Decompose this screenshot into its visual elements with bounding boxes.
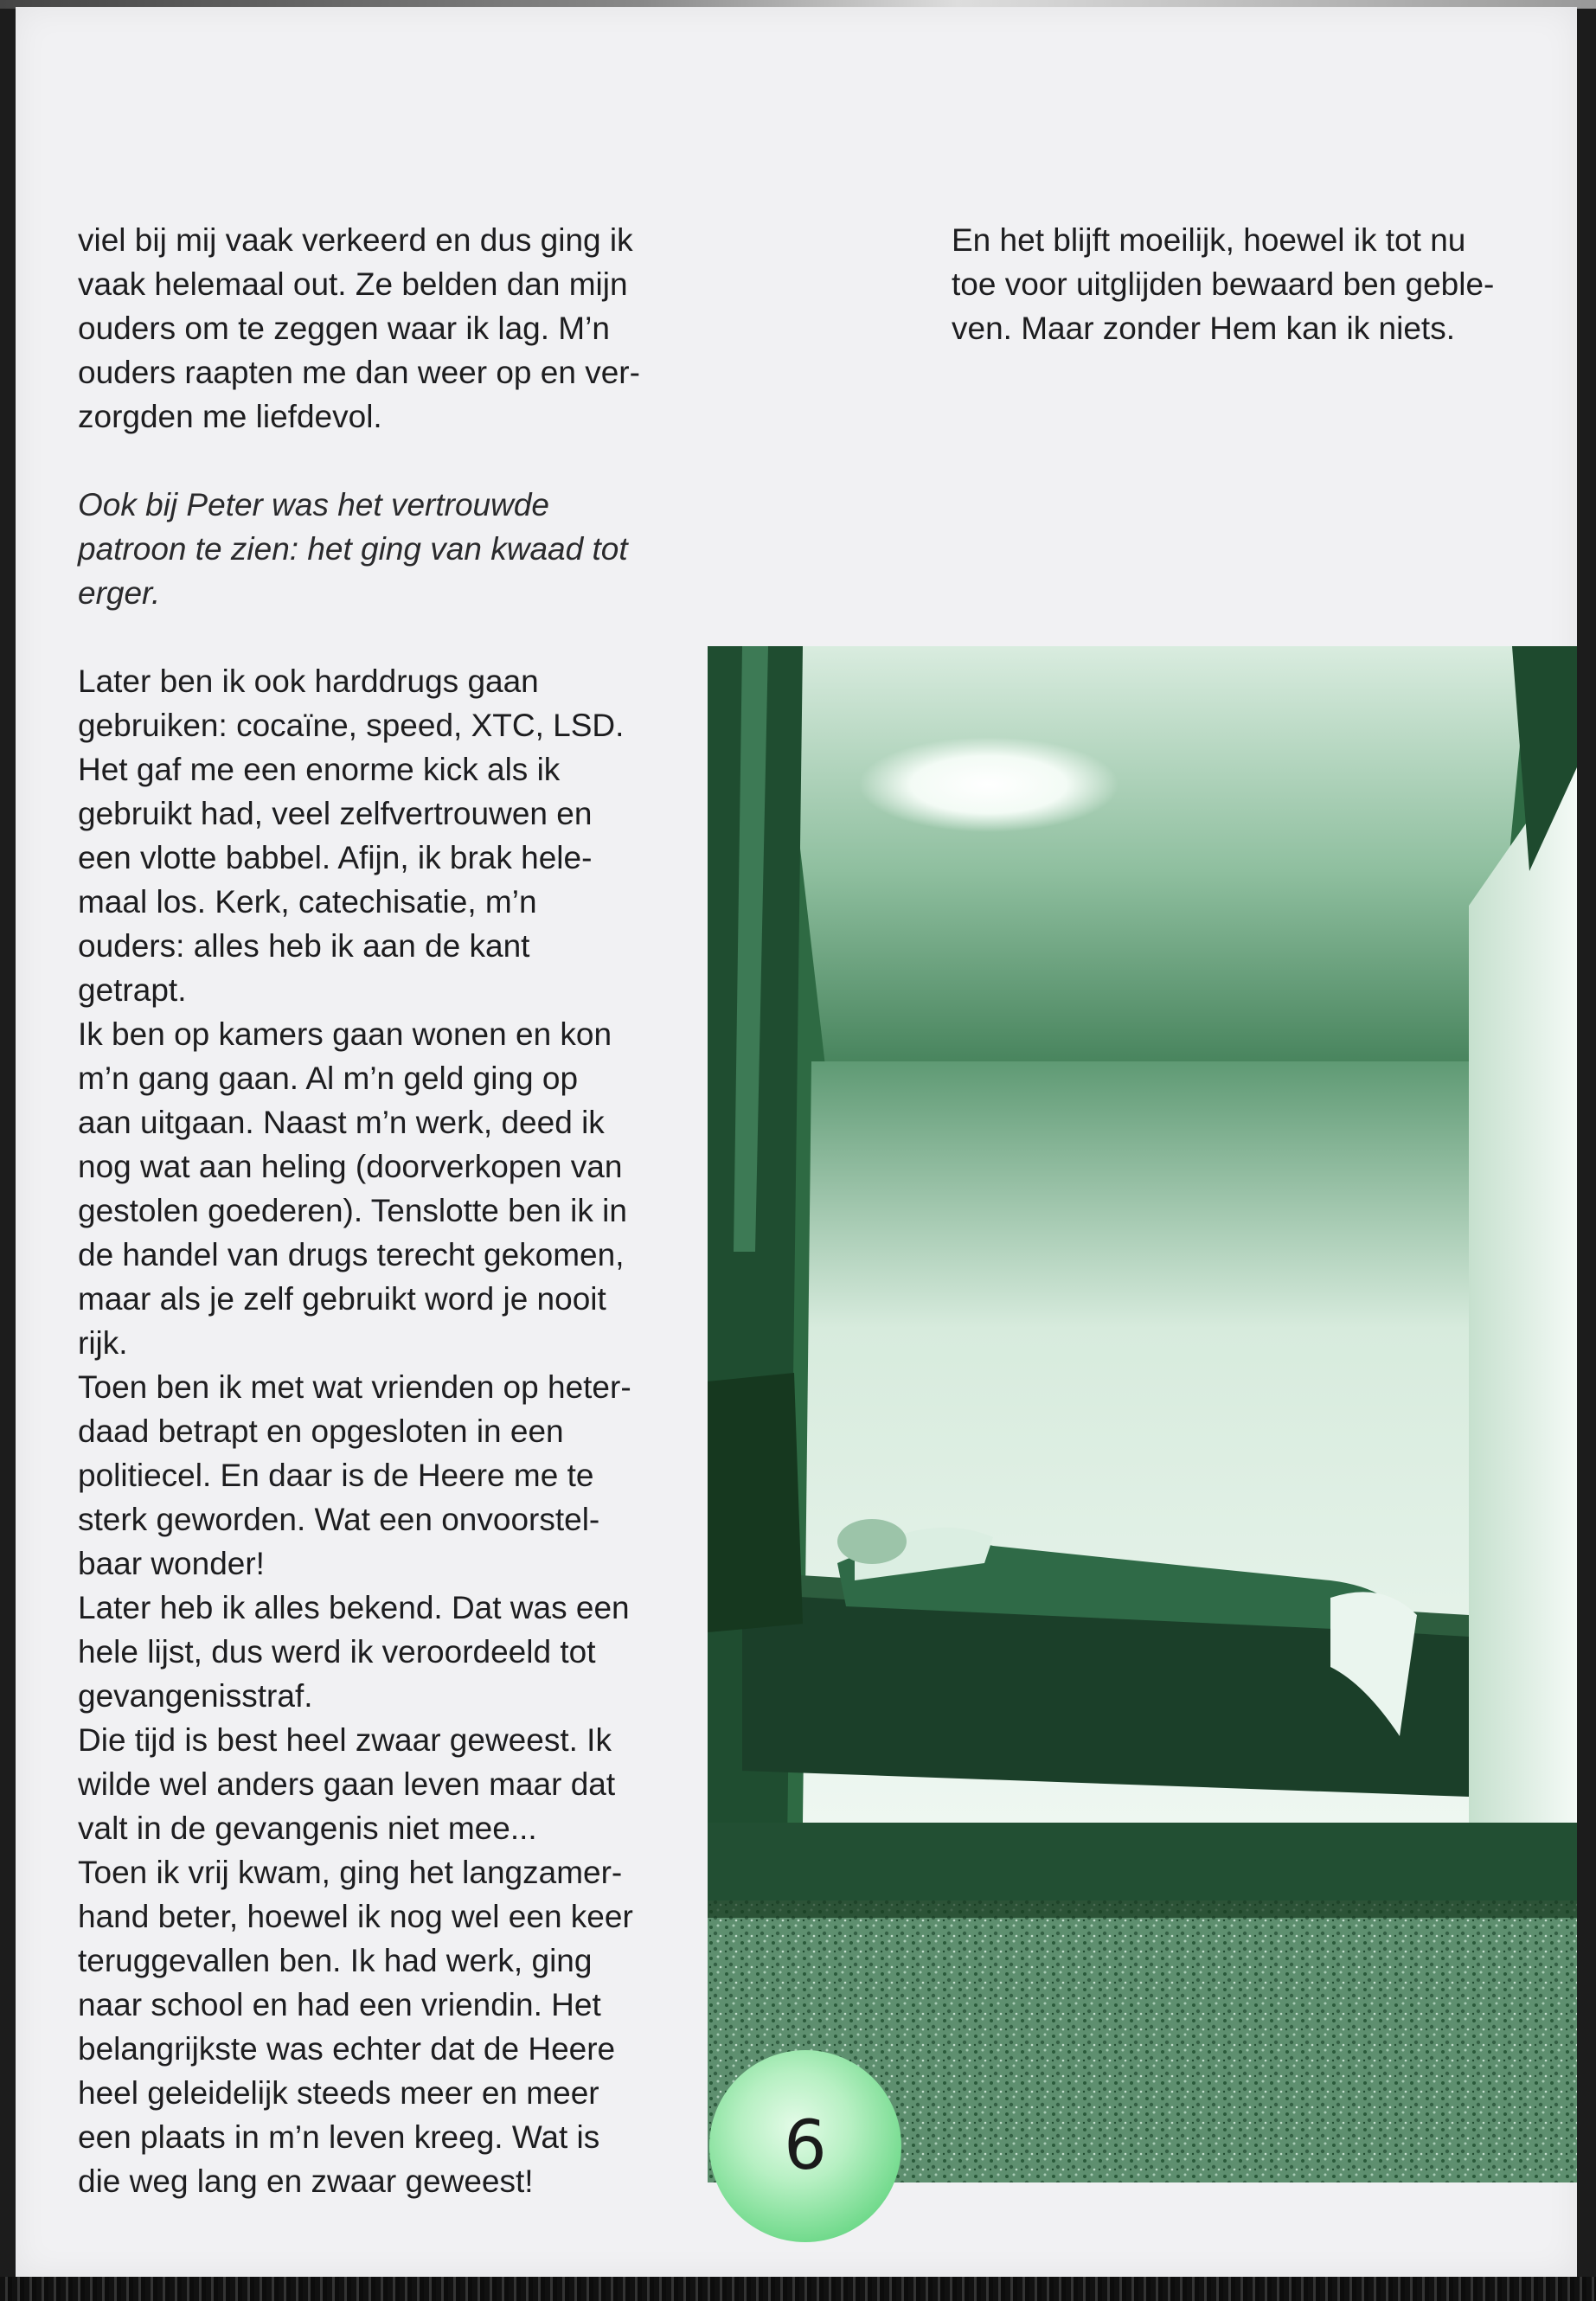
text-line: gestolen goederen). Tenslotte ben ik in (78, 1193, 627, 1228)
text-line: heel geleidelijk steeds meer en meer (78, 2075, 599, 2111)
text-line: rijk. (78, 1325, 128, 1361)
text-line: ven. Maar zonder Hem kan ik niets. (952, 311, 1455, 346)
text-line: teruggevallen ben. Ik had werk, ging (78, 1943, 593, 1978)
text-line: een vlotte babbel. Afijn, ik brak hele- (78, 840, 593, 875)
text-line: valt in de gevangenis niet mee... (78, 1811, 537, 1846)
text-line: Ook bij Peter was het vertrouwde (78, 487, 549, 522)
text-line: maal los. Kerk, catechisatie, m’n (78, 884, 537, 920)
page-number: 6 (784, 2107, 827, 2185)
text-line: Het gaf me een enorme kick als ik (78, 752, 561, 787)
text-line: vaak helemaal out. Ze belden dan mijn (78, 266, 628, 302)
text-line: politiecel. En daar is de Heere me te (78, 1458, 594, 1493)
magazine-page (16, 7, 1577, 2277)
text-line: hele lijst, dus werd ik veroordeeld tot (78, 1634, 596, 1670)
right-text-column (952, 218, 1557, 350)
italic-interlude (78, 483, 683, 615)
text-line: ouders om te zeggen waar ik lag. M’n (78, 311, 610, 346)
text-line: gevangenisstraf. (78, 1678, 313, 1714)
paragraph-gap (78, 615, 683, 659)
text-line: gebruiken: cocaïne, speed, XTC, LSD. (78, 708, 625, 743)
left-text-column (78, 218, 683, 2203)
text-line: de handel van drugs terecht gekomen, (78, 1237, 625, 1272)
text-line: baar wonder! (78, 1546, 265, 1581)
page-number-badge (709, 2050, 901, 2242)
text-line: Die tijd is best heel zwaar geweest. Ik (78, 1722, 612, 1758)
paragraph-2 (78, 659, 683, 2203)
text-line: sterk geworden. Wat een onvoorstel- (78, 1502, 600, 1537)
text-line: aan uitgaan. Naast m’n werk, deed ik (78, 1105, 605, 1140)
text-line: En het blijft moeilijk, hoewel ik tot nu (952, 222, 1466, 258)
paragraph-1 (78, 218, 683, 439)
text-line: die weg lang en zwaar geweest! (78, 2163, 534, 2199)
text-line: ouders: alles heb ik aan de kant (78, 928, 530, 964)
text-line: hand beter, hoewel ik nog wel een keer (78, 1899, 633, 1934)
text-line: m’n gang gaan. Al m’n geld ging op (78, 1061, 579, 1096)
text-line: viel bij mij vaak verkeerd en dus ging ik (78, 222, 633, 258)
text-line: belangrijkste was echter dat de Heere (78, 2031, 616, 2067)
photo-man-on-cell-bed (708, 646, 1577, 2182)
text-line: zorgden me liefdevol. (78, 399, 382, 434)
text-line: patroon te zien: het ging van kwaad tot (78, 531, 628, 567)
scan-bottom-edge (0, 2277, 1596, 2301)
text-line: getrapt. (78, 972, 187, 1008)
text-line: nog wat aan heling (doorverkopen van (78, 1149, 623, 1184)
text-line: Later ben ik ook harddrugs gaan (78, 663, 539, 699)
text-line: toe voor uitglijden bewaard ben geble- (952, 266, 1495, 302)
text-line: Toen ben ik met wat vrienden op heter- (78, 1369, 631, 1405)
text-line: gebruikt had, veel zelfvertrouwen en (78, 796, 593, 831)
text-line: ouders raapten me dan weer op en ver- (78, 355, 640, 390)
photo-illustration (708, 646, 1577, 2182)
paragraph-gap (78, 439, 683, 483)
text-line: Toen ik vrij kwam, ging het langzamer- (78, 1855, 623, 1890)
text-line: naar school en had een vriendin. Het (78, 1987, 601, 2022)
text-line: een plaats in m’n leven kreeg. Wat is (78, 2119, 600, 2155)
text-line: maar als je zelf gebruikt word je nooit (78, 1281, 606, 1317)
text-line: Ik ben op kamers gaan wonen en kon (78, 1016, 612, 1052)
text-line: Later heb ik alles bekend. Dat was een (78, 1590, 630, 1625)
text-line: daad betrapt en opgesloten in een (78, 1413, 564, 1449)
text-line: erger. (78, 575, 161, 611)
text-line: wilde wel anders gaan leven maar dat (78, 1766, 616, 1802)
